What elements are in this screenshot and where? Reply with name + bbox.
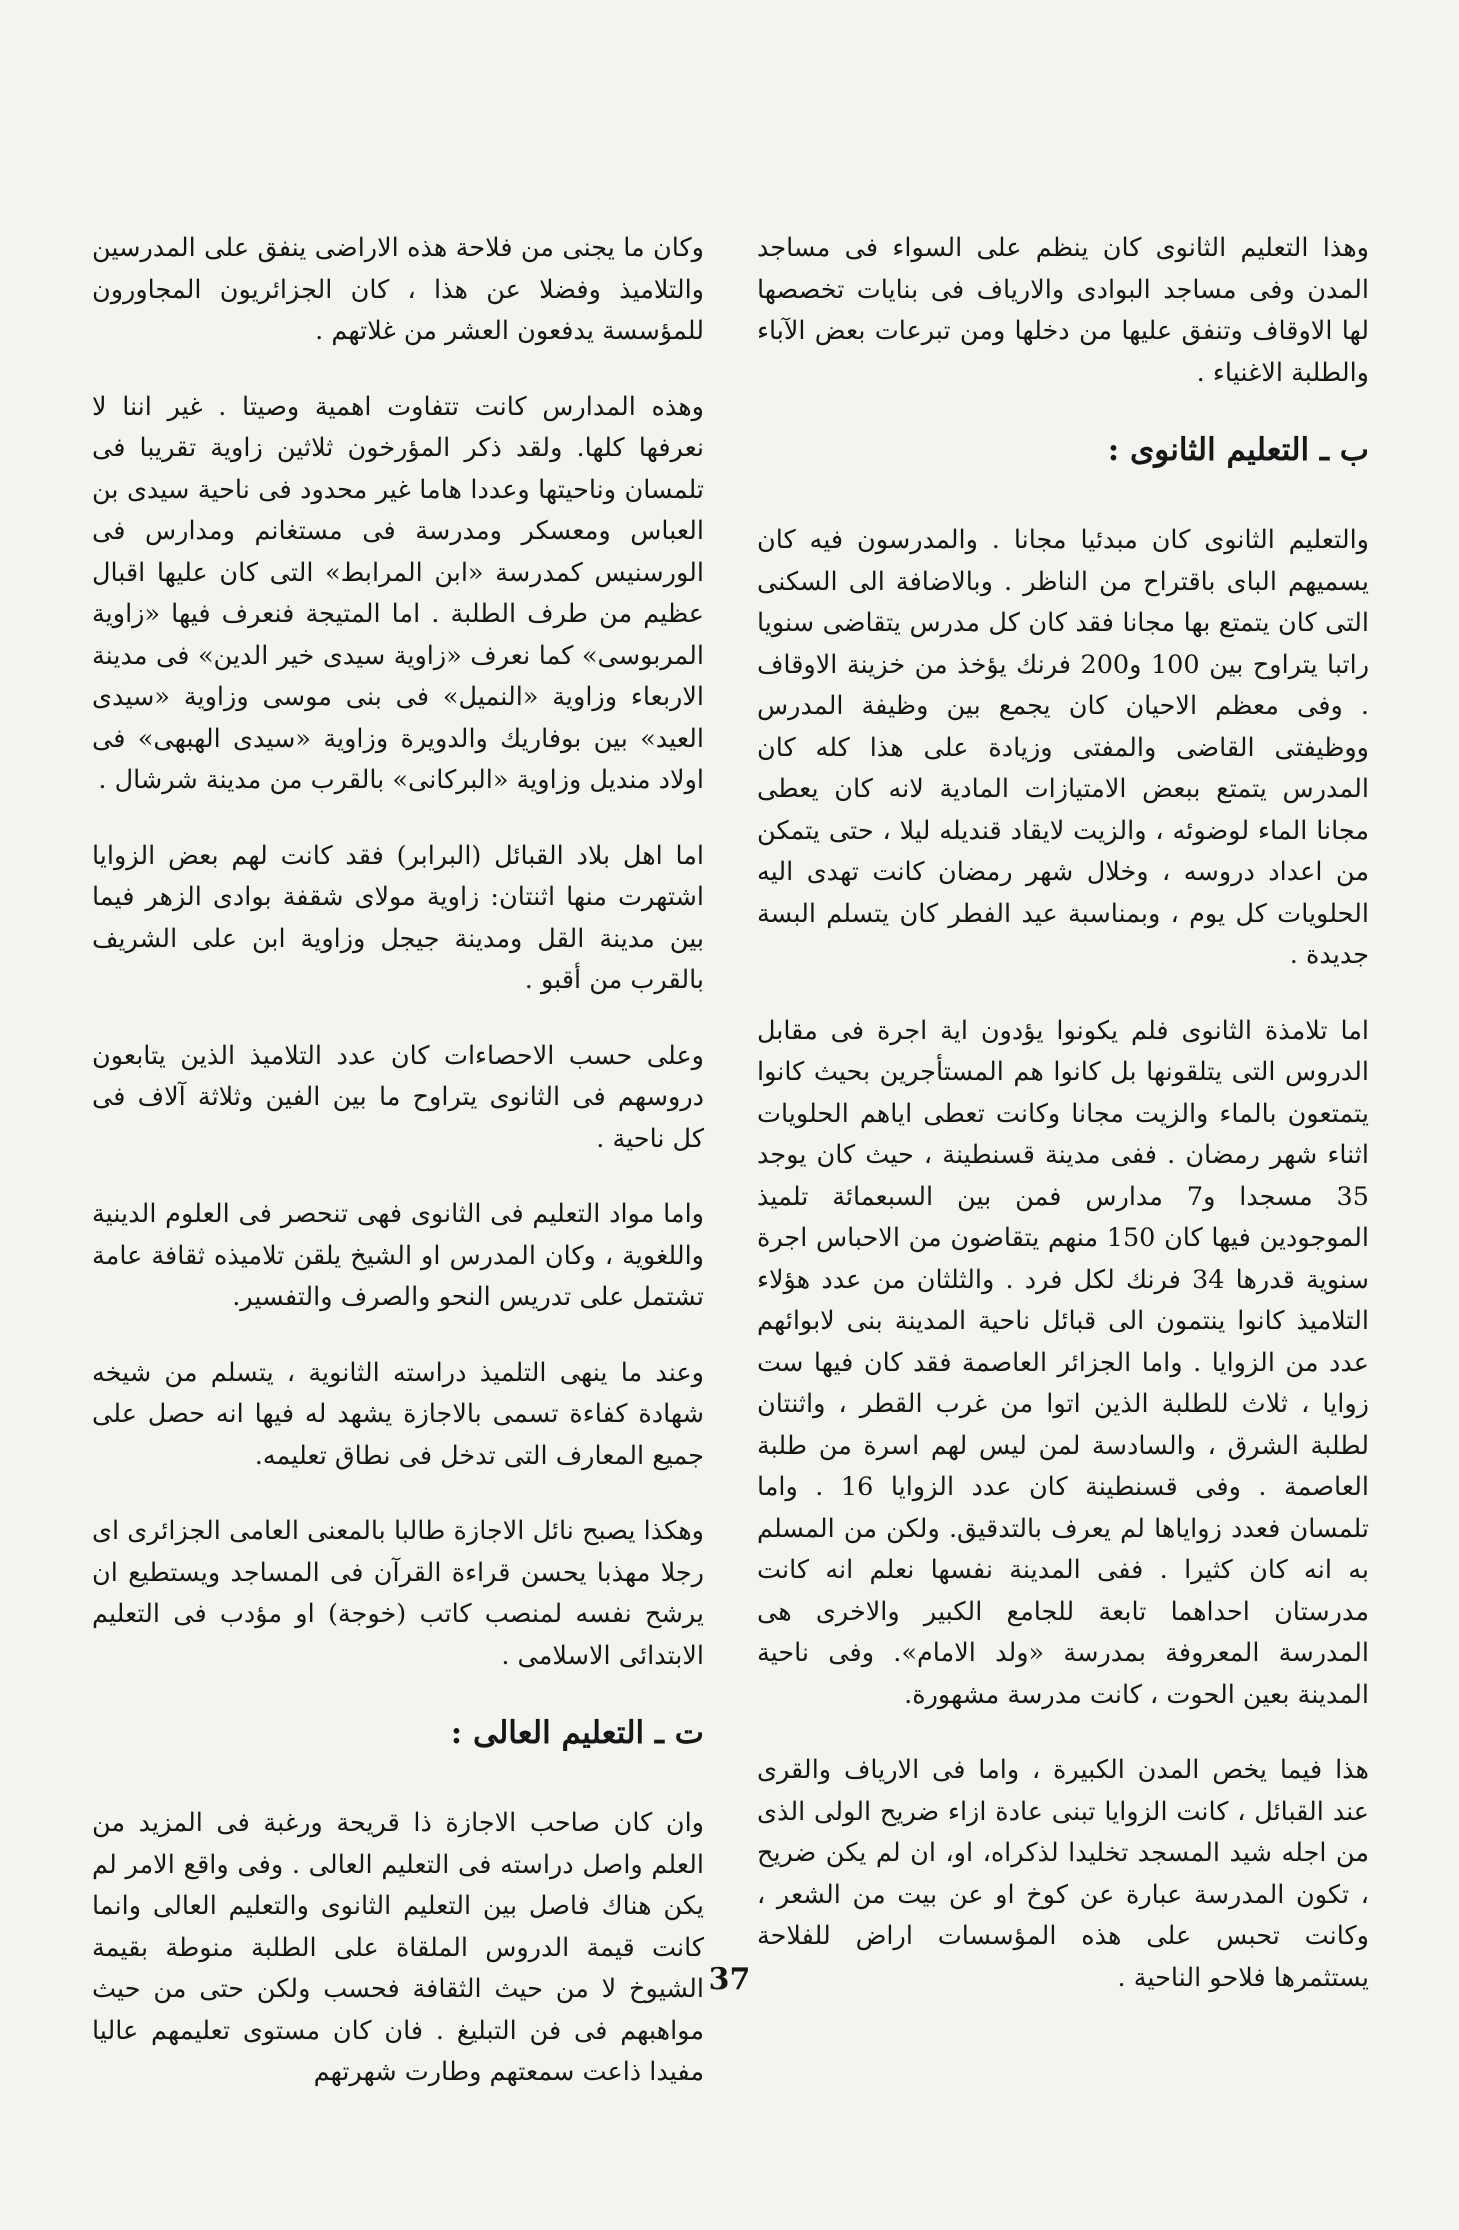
paragraph-ijaza: وعند ما ينهى التلميذ دراسته الثانوية ، يتسلم من شيخه شهادة كفاءة تسمى بالاجازة يشهد له فيها انه حصل على جميع المعارف التى تدخل فى نطاق تعليمه. — [92, 1357, 704, 1471]
paragraph-taleb: وهكذا يصبح نائل الاجازة طالبا بالمعنى العامى الجزائرى اى رجلا مهذبا يحسن قراءة القرآن فى المساجد ويستطيع ان يرشح نفسه لمنصب كاتب (خوجة) او مؤدب فى التعليم الابتدائى الاسلامى . — [92, 1516, 704, 1671]
paragraph-schools-importance: وهذه المدارس كانت تتفاوت اهمية وصيتا . غير اننا لا نعرفها كلها. ولقد ذكر المؤرخون ثلاثين زاوية تقريبا فى تلمسان وناحيتها وعددا هاما غير محدود فى ناحية سيدى بن العباس ومعسكر ومدرسة فى مستغانم ومدارس فى الورسنيس كمدرسة «ابن المرابط» التى كان عليها اقبال عظيم من طرف الطلبة . اما المتيجة فنعرف فيها «زاوية المربوسى» كما نعرف «زاوية سيدى خير الدين» فى مدينة الاربعاء وزاوية «النميل» فى بنى موسى وزاوية «سيدى العيد» بين بوفاريك والدويرة وزاوية «سيدى الهبهى» فى اولاد منديل وزاوية «البركانى» بالقرب من مدينة شرشال . — [92, 391, 704, 795]
paragraph-teachers: والتعليم الثانوى كان مبدئيا مجانا . والمدرسون فيه كان يسميهم الباى باقتراح من الناظر . وبالاضافة الى السكنى التى كان يتمتع بها مجانا فقد كان كل مدرس يتقاضى سنويا راتبا يتراوح بين 100 و200 فرنك يؤخذ من خزينة الاوقاف . وفى معظم الاحيان كان يجمع بين وظيفة المدرس ووظيفتى القاضى والمفتى وزيادة على هذا كله كان المدرس يتمتع ببعض الامتيازات المادية لانه كان يعطى مجانا الماء لوضوئه ، والزيت لايقاد قنديله ليلا ، حتى يتمكن من اعداد دروسه ، وخلال شهر رمضان كانت تهدى اليه الحلويات كل يوم ، وبمناسبة عيد الفطر كان يتسلم البسة جديدة . — [757, 525, 1370, 970]
paragraph-subjects: واما مواد التعليم فى الثانوى فهى تنحصر فى العلوم الدينية واللغوية ، وكان المدرس او الشيخ يلقن تلاميذه ثقافة عامة تشتمل على تدريس النحو والصرف والتفسير. — [92, 1199, 704, 1312]
paragraph-statistics: وعلى حسب الاحصاءات كان عدد التلاميذ الذين يتابعون دروسهم فى الثانوى يتراوح ما بين الفين وثلاثة آلاف فى كل ناحية . — [92, 1040, 704, 1154]
paragraph-secondary-mosques: وهذا التعليم الثانوى كان ينظم على السواء فى مساجد المدن وفى مساجد البوادى والارياف فى بنايات تخصصها لها الاوقاف وتنفق عليها من دخلها ومن تبرعات بعض الآباء والطلبة الاغنياء . — [757, 233, 1369, 388]
page-number: 37 — [708, 1962, 751, 1997]
right-column — [757, 228, 1369, 2033]
paragraph-higher-education: وان كان صاحب الاجازة ذا قريحة ورغبة فى المزيد من العلم واصل دراسته فى التعليم العالى . وفى واقع الامر لم يكن هناك فاصل بين التعليم الثانوى والتعليم العالى وانما كانت قيمة الدروس الملقاة على الطلبة منوطة بقيمة الشيوخ لا من حيث الثقافة فحسب ولكن حتى من حيث مواهبهم فى فن التبليغ . فان كان مستوى تعليمهم عاليا مفيدا ذاعت سمعتهم وطارت شهرتهم — [92, 1808, 704, 2087]
section-heading-higher: ت ـ التعليم العالى : — [450, 1715, 704, 1751]
paragraph-countryside: هذا فيما يخص المدن الكبيرة ، واما فى الارياف والقرى عند القبائل ، كانت الزوايا تبنى عادة ازاء ضريح الولى الذى من اجله شيد المسجد تخليدا لذكراه، او، ان لم يكن ضريح ، تكون المدرسة عبارة عن كوخ او عن بيت من الشعر ، وكانت تحبس على هذه المؤسسات اراض للفلاحة يستثمرها فلاحو الناحية . — [757, 1755, 1369, 1993]
left-column — [92, 228, 704, 2128]
paragraph-land-revenue: وكان ما يجنى من فلاحة هذه الاراضى ينفق على المدرسين والتلاميذ وفضلا عن هذا ، كان الجزائريون المجاورون للمؤسسة يدفعون العشر من غلاتهم . — [92, 233, 704, 346]
paragraph-students: اما تلامذة الثانوى فلم يكونوا يؤدون اية اجرة فى مقابل الدروس التى يتلقونها بل كانوا هم المستأجرين بحيث كانوا يتمتعون بالماء والزيت مجانا وكانت تعطى اياهم الحلويات اثناء شهر رمضان . ففى مدينة قسنطينة ، حيث كان يوجد 35 مسجدا و7 مدارس فمن بين السبعمائة تلميذ الموجودين فيها كان 150 منهم يتقاضون من الاحباس اجرة سنوية قدرها 34 فرنك لكل فرد . والثلثان من عدد هؤلاء التلاميذ كانوا ينتمون الى قبائل ناحية المدينة بنى لابوائهم عدد من الزوايا . واما الجزائر العاصمة فقد كان فيها ست زوايا ، ثلاث للطلبة الذين اتوا من غرب القطر ، واثنتان لطلبة الشرق ، والسادسة لمن ليس لهم اسرة من طلبة العاصمة . وفى قسنطينة كان عدد الزوايا 16 . واما تلمسان فعدد زواياها لم يعرف بالتدقيق. ولكن من المسلم به انه كان كثيرا . ففى المدينة نفسها نعلم انه كانت مدرستان احداهما تابعة للجامع الكبير والاخرى هى المدرسة المعروفة بمدرسة «ولد الامام». وفى ناحية المدينة بعين الحوت ، كانت مدرسة مشهورة. — [757, 1015, 1370, 1710]
section-heading-secondary: ب ـ التعليم الثانوى : — [1107, 432, 1369, 468]
paragraph-kabylie: اما اهل بلاد القبائل (البرابر) فقد كانت لهم بعض الزوايا اشتهرت منها اثنتان: زاوية مولاى شقفة بوادى الزهر فيما بين مدينة القل ومدينة جيجل وزاوية ابن على الشريف بالقرب من أقبو . — [92, 840, 704, 995]
